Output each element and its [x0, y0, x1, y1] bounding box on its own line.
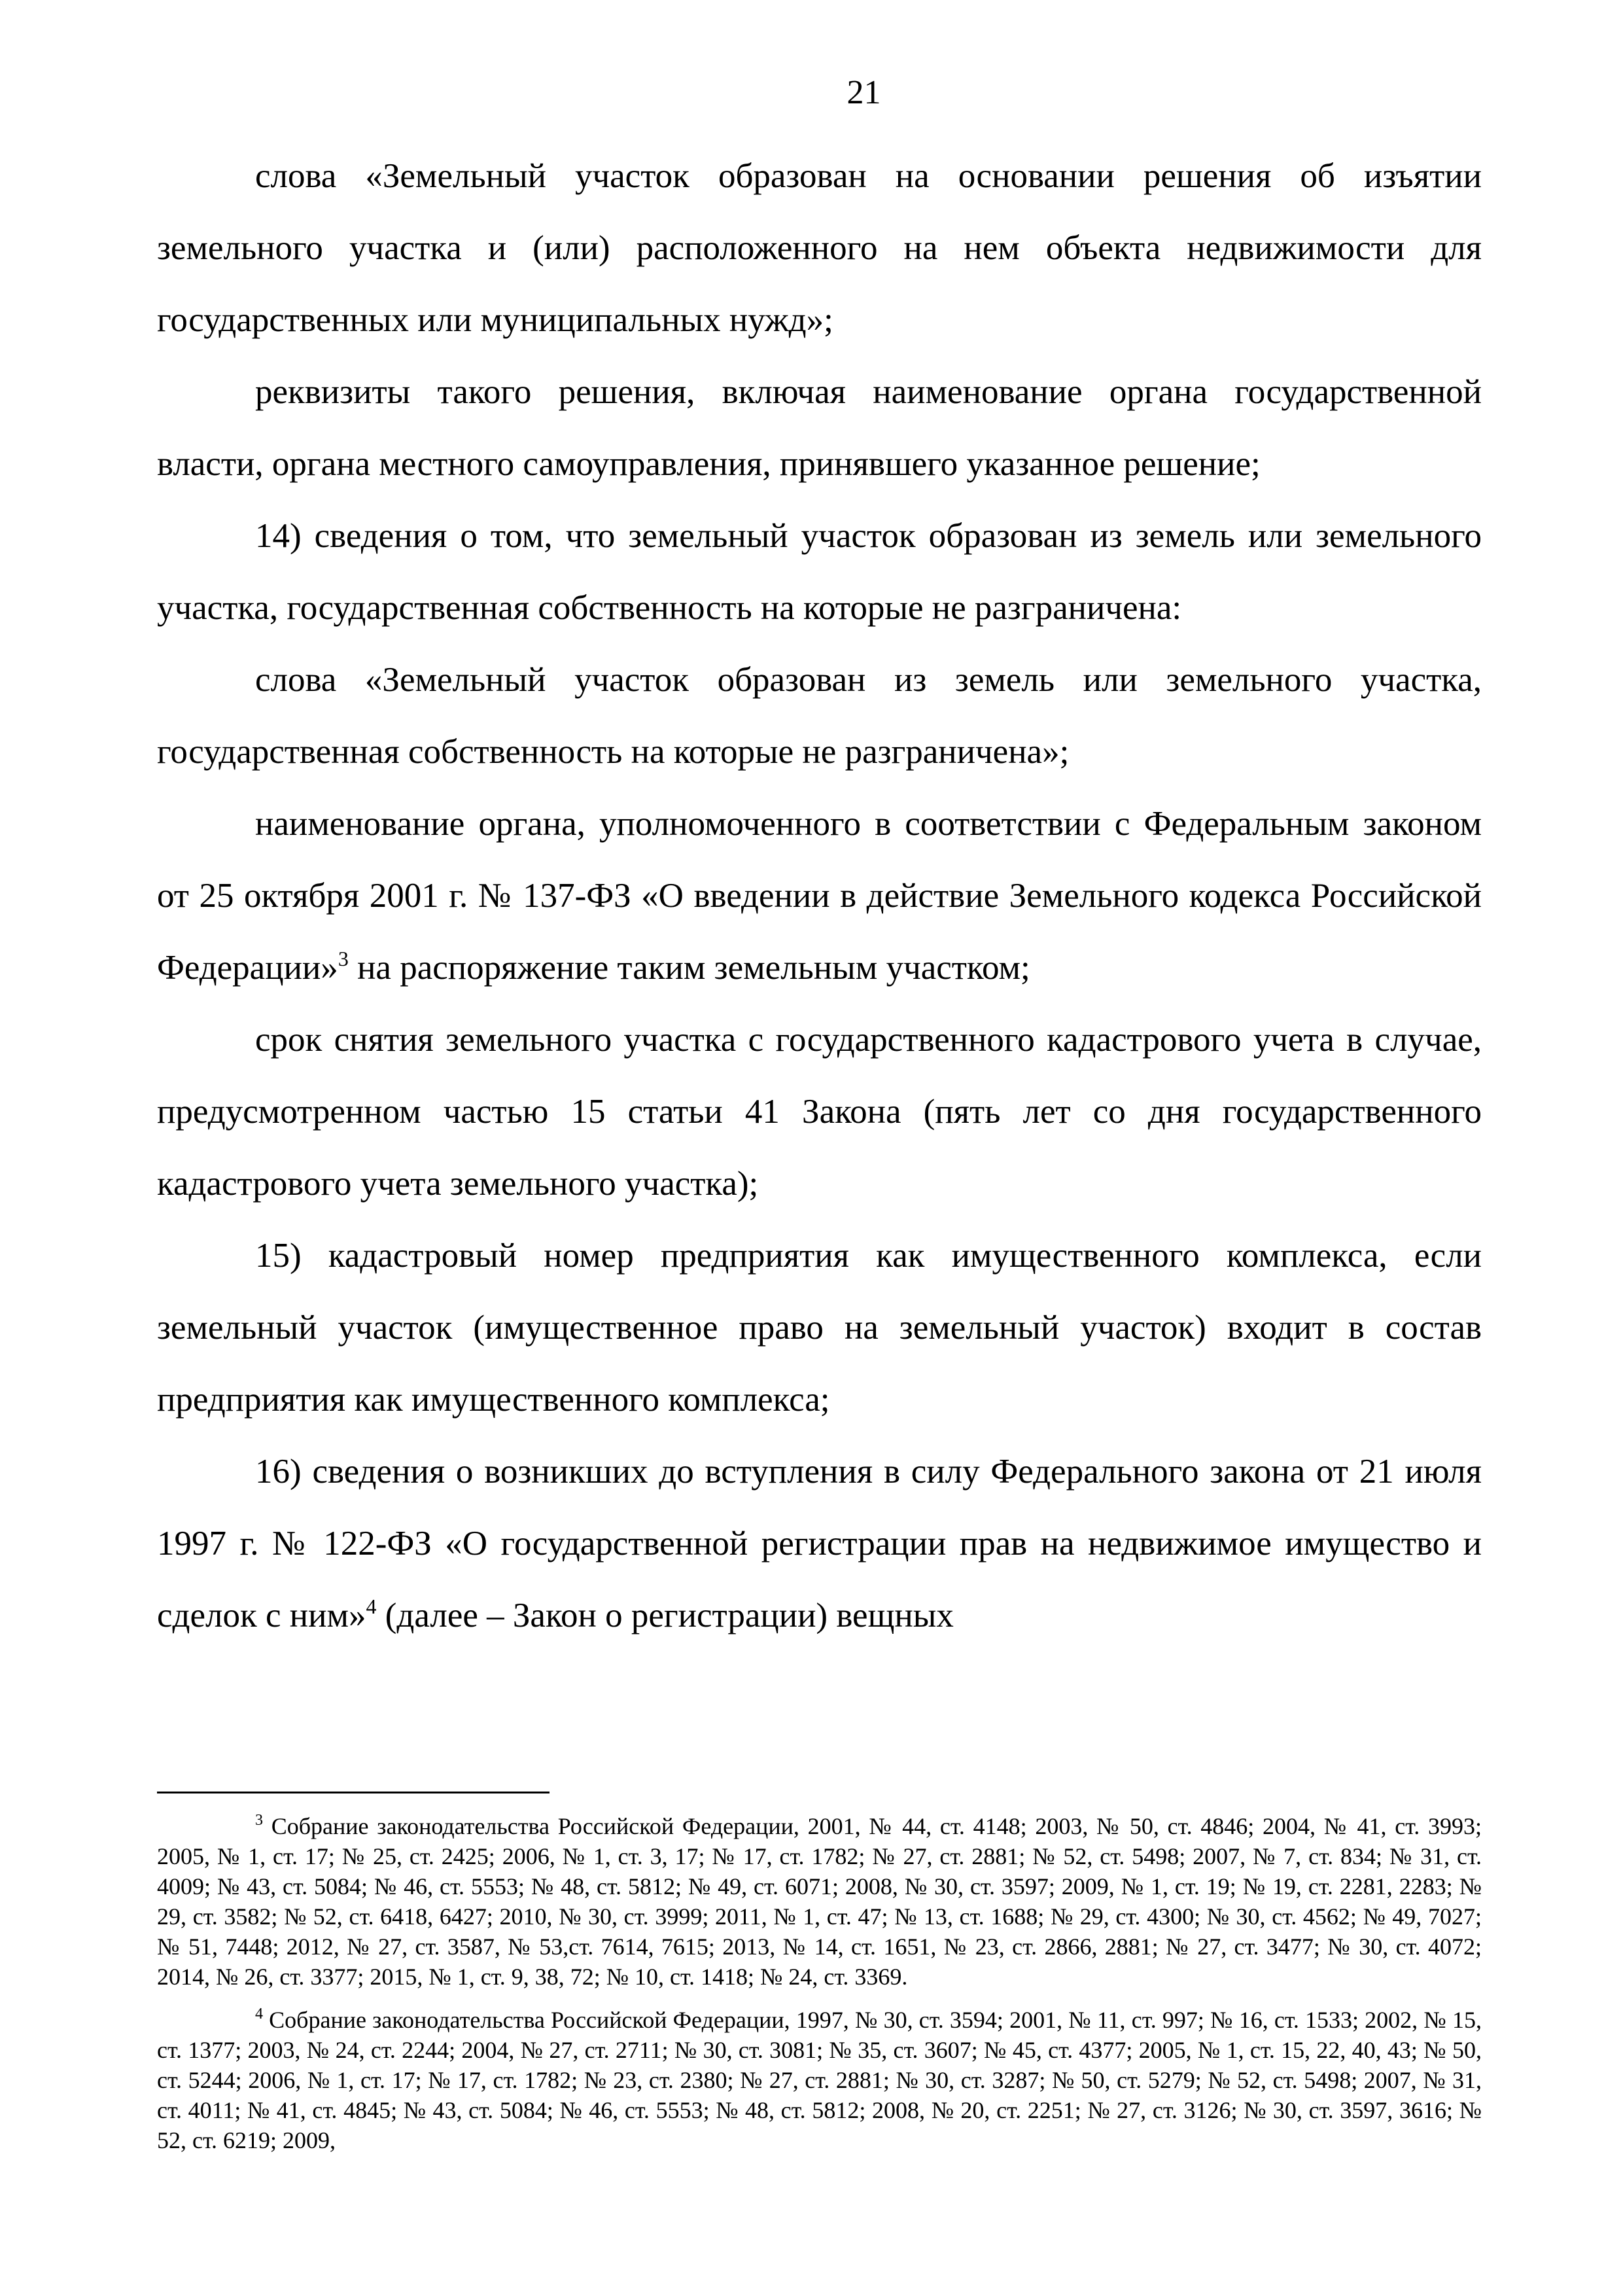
paragraph-text: наименование органа, уполномоченного в соответствии с Федеральным законом от 25 октября 2001 г. № 137-ФЗ «О введении в действие Земельного кодекса Российской Федерации»: [157, 805, 1482, 987]
paragraph: 14) сведения о том, что земельный участок образован из земель или земельного участка, государственная собственность на которые не разграничена:: [157, 517, 1482, 627]
paragraph: слова «Земельный участок образован из земель или земельного участка, государственная собственность на которые не разграничена»;: [157, 661, 1482, 771]
page-number: 21: [846, 74, 881, 111]
paragraph: 15) кадастровый номер предприятия как имущественного комплекса, если земельный участок (имущественное право на земельный участок) входит в состав предприятия как имущественного комплекса;: [157, 1237, 1482, 1419]
paragraph-text: 16) сведения о возникших до вступления в силу Федерального закона от 21 июля 1997 г. № 122-ФЗ «О государственной регистрации прав на недвижимое имущество и сделок с ним»: [157, 1453, 1482, 1634]
paragraph: [157, 1436, 1482, 1651]
footnote-separator: [157, 1792, 550, 1793]
document-body: [157, 140, 1482, 1651]
footnote-text: Собрание законодательства Российской Федерации, 1997, № 30, ст. 3594; 2001, № 11, ст. 997; № 16, ст. 1533; 2002, № 15, ст. 1377; 2003, № 24, ст. 2244; 2004, № 27, ст. 2711; № 30, ст. 3081; № 35, ст. 3607; № 45, ст. 4377; 2005, № 1, ст. 15, 22, 40, 43; № 50, ст. 5244; 2006, № 1, ст. 17; № 17, ст. 1782; № 23, ст. 2380; № 27, ст. 2881; № 30, ст. 3287; № 50, ст. 5279; № 52, ст. 5498; 2007, № 31, ст. 4011; № 41, ст. 4845; № 43, ст. 5084; № 46, ст. 5553; № 48, ст. 5812; 2008, № 20, ст. 2251; № 27, ст. 3126; № 30, ст. 3597, 3616; № 52, ст. 6219; 2009,: [157, 2007, 1482, 2153]
footnote: [157, 1811, 1482, 1992]
footnote-reference: 4: [366, 1595, 377, 1618]
footnote-number: 3: [255, 1812, 263, 1829]
paragraph: [157, 788, 1482, 1004]
paragraph: срок снятия земельного участка с государственного кадастрового учета в случае, предусмотренном частью 15 статьи 41 Закона (пять лет со дня государственного кадастрового учета земельного участка);: [157, 1021, 1482, 1203]
paragraph-text: (далее – Закон о регистрации) вещных: [376, 1597, 954, 1634]
paragraph: слова «Земельный участок образован на основании решения об изъятии земельного участка и (или) расположенного на нем объекта недвижимости для государственных или муниципальных нужд»;: [157, 157, 1482, 339]
footnotes-section: [157, 1811, 1482, 2168]
footnote-number: 4: [255, 2005, 263, 2022]
paragraph-text: на распоряжение таким земельным участком;: [348, 949, 1030, 987]
footnote-text: Собрание законодательства Российской Федерации, 2001, № 44, ст. 4148; 2003, № 50, ст. 4846; 2004, № 41, ст. 3993; 2005, № 1, ст. 17; № 25, ст. 2425; 2006, № 1, ст. 3, 17; № 17, ст. 1782; № 27, ст. 2881; № 52, ст. 5498; 2007, № 7, ст. 834; № 31, ст. 4009; № 43, ст. 5084; № 46, ст. 5553; № 48, ст. 5812; № 49, ст. 6071; 2008, № 30, ст. 3597; 2009, № 1, ст. 19; № 19, ст. 2281, 2283; № 29, ст. 3582; № 52, ст. 6418, 6427; 2010, № 30, ст. 3999; 2011, № 1, ст. 47; № 13, ст. 1688; № 29, ст. 4300; № 30, ст. 4562; № 49, 7027; № 51, 7448; 2012, № 27, ст. 3587, № 53,ст. 7614, 7615; 2013, № 14, ст. 1651, № 23, ст. 2866, 2881; № 27, ст. 3477; № 30, ст. 4072; 2014, № 26, ст. 3377; 2015, № 1, ст. 9, 38, 72; № 10, ст. 1418; № 24, ст. 3369.: [157, 1813, 1482, 1990]
footnote-reference: 3: [338, 947, 349, 970]
paragraph: реквизиты такого решения, включая наименование органа государственной власти, органа местного самоуправления, принявшего указанное решение;: [157, 373, 1482, 483]
footnote: [157, 2005, 1482, 2155]
